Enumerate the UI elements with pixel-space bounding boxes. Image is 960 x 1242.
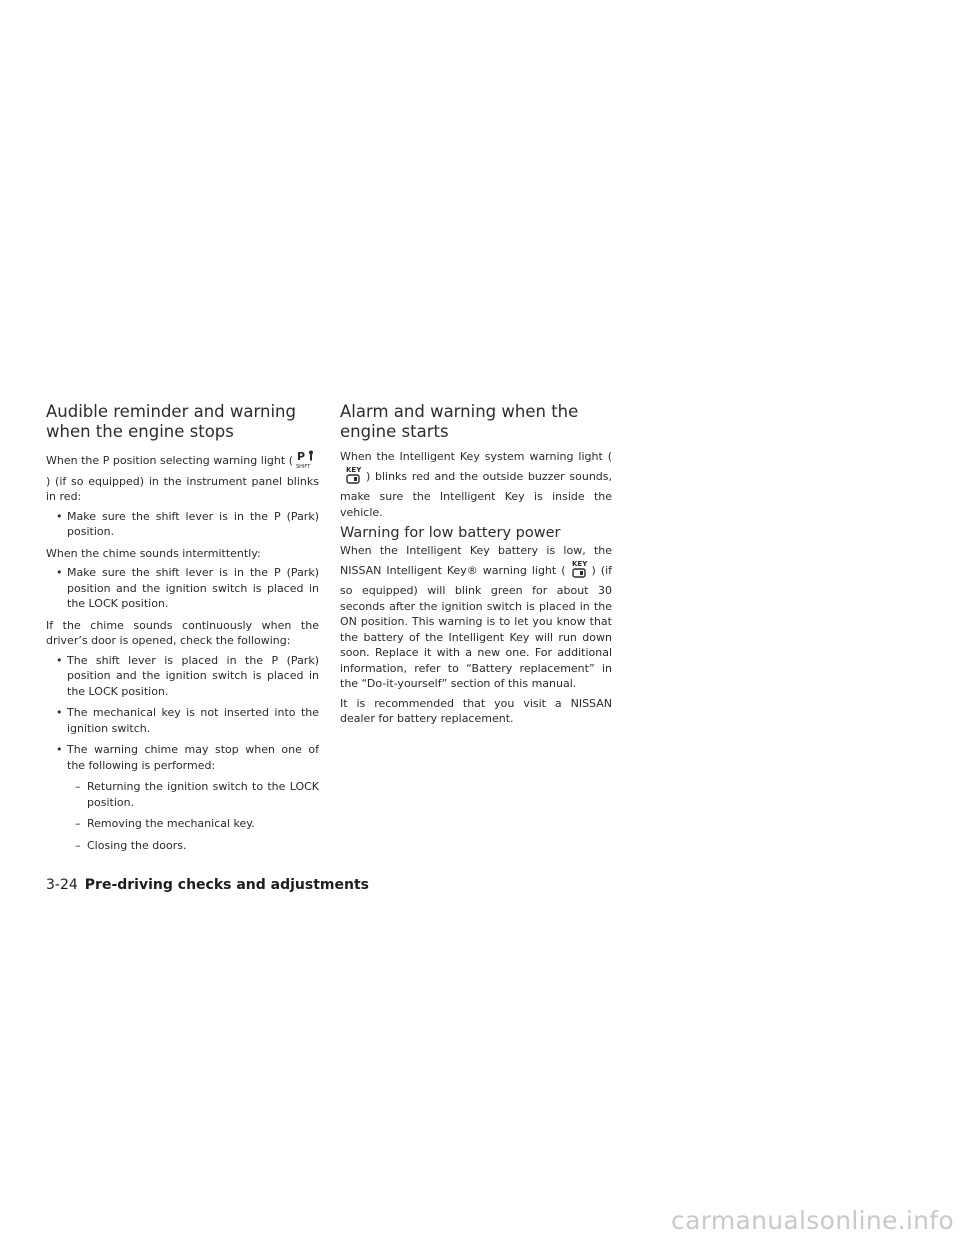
left-column bbox=[46, 402, 319, 859]
p-shift-warning-icon bbox=[296, 449, 316, 474]
bullet-mechanical-key: • The mechanical key is not inserted into the ignition switch. bbox=[46, 705, 319, 736]
right-column bbox=[340, 402, 612, 731]
bullet-chime-stop: • The warning chime may stop when one of the following is performed: bbox=[46, 742, 319, 773]
watermark: carmanualsonline.info bbox=[671, 1206, 954, 1235]
paragraph-chime-continuous: If the chime sounds continuously when the driver’s door is opened, check the following: bbox=[46, 618, 319, 647]
page-number: 3-24 bbox=[46, 877, 78, 893]
paragraph-dealer-recommendation: It is recommended that you visit a NISSAN dealer for battery replacement. bbox=[340, 696, 612, 725]
svg-text:SHIFT: SHIFT bbox=[296, 464, 311, 469]
dash-item-removing-key: – Removing the mechanical key. bbox=[46, 816, 319, 832]
paragraph-key-system-warning: When the Intelligent Key system warning light ( KEY ) blinks red and the outside buzzer sounds, make sure the Intelligent Key is inside the vehicle. bbox=[340, 450, 612, 519]
bullet-shift-park-lock: • Make sure the shift lever is in the P (Park) position and the ignition switch is placed in the LOCK position. bbox=[46, 565, 319, 612]
svg-text:KEY: KEY bbox=[346, 465, 362, 474]
svg-text:KEY: KEY bbox=[571, 559, 587, 568]
section-heading-alarm-warning: Alarm and warning when the engine starts bbox=[340, 402, 579, 441]
page-footer bbox=[46, 876, 369, 894]
key-warning-icon bbox=[569, 559, 589, 584]
dash-item-closing-doors: – Closing the doors. bbox=[46, 838, 319, 854]
bullet-shift-in-park: • Make sure the shift lever is in the P (Park) position. bbox=[46, 509, 319, 540]
key-warning-icon bbox=[343, 465, 363, 490]
svg-text:P: P bbox=[297, 450, 306, 463]
paragraph-p-position-warning: When the P position selecting warning light ( P SHIFT ) (if so equipped) in the instrument panel blinks in red: bbox=[46, 450, 319, 503]
section-heading-audible-reminder: Audible reminder and warning when the engine stops bbox=[46, 402, 296, 441]
bullet-shift-placed-park: • The shift lever is placed in the P (Park) position and the ignition switch is placed in the LOCK position. bbox=[46, 653, 319, 700]
dash-item-returning-switch: – Returning the ignition switch to the LOCK position. bbox=[46, 779, 319, 810]
footer-section-title: Pre-driving checks and adjustments bbox=[84, 877, 369, 893]
paragraph-low-battery: When the Intelligent Key battery is low, the NISSAN Intelligent Key® warning light ( KEY ) (if so equipped) will blink green for about 30 seconds after the ignition switch is placed in the ON position. This warning is to let you know that the battery of the Intelligent Key will run down soon. Replace it with a new one. For additional information, refer to “Battery replacement” in the “Do-it-yourself” section of this manual. bbox=[340, 544, 612, 690]
paragraph-chime-intermittent: When the chime sounds intermittently: bbox=[46, 546, 261, 560]
subheading-low-battery: Warning for low battery power bbox=[340, 525, 561, 541]
